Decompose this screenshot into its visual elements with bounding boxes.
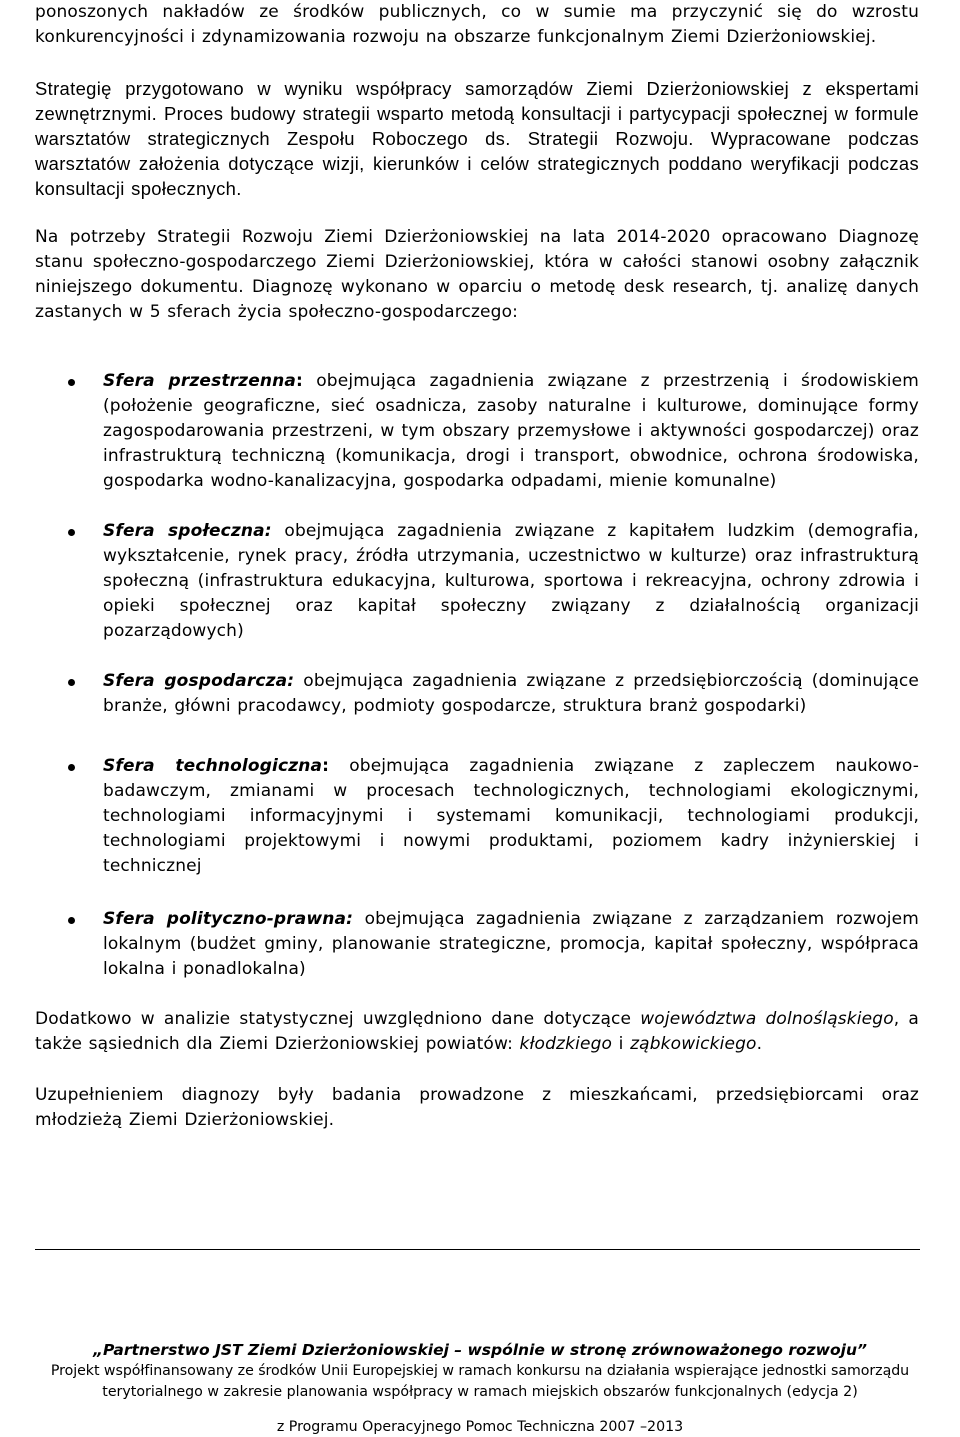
sphere-item-economic — [35, 669, 919, 719]
footer-funding-line-1: Projekt współfinansowany ze środków Unii Europejskiej w ramach konkursu na działania wspierające jednostki samorządu — [50, 1363, 910, 1379]
bullet-icon — [68, 764, 75, 771]
sphere-item-social — [35, 519, 919, 644]
sphere-title: Sfera gospodarcza: — [103, 671, 295, 691]
sphere-title-colon: : — [322, 756, 330, 776]
sphere-item-political-legal — [35, 907, 919, 982]
footer-program-line: z Programu Operacyjnego Pomoc Techniczna 2007 –2013 — [276, 1419, 684, 1435]
bullet-icon — [68, 679, 75, 686]
sphere-title: Sfera społeczna: — [103, 521, 272, 541]
sphere-description: obejmująca zagadnienia związane z zapleczem naukowo-badawczym, zmianami w procesach technologicznych, technologiami ekologicznymi, technologiami informacyjnymi i systemami komunikacji, technologiami produkcji, technologiami projektowymi i nowymi produktami, poziomem kadry inżynierskiej i technicznej — [103, 756, 919, 876]
strategy-sentence-1: Strategię przygotowano w wyniku współpracy samorządów Ziemi Dzierżoniowskiej z ekspertami zewnętrznymi. — [35, 78, 919, 124]
sphere-title: Sfera przestrzenna — [103, 371, 297, 391]
additional-data-paragraph — [35, 1007, 919, 1057]
sphere-item-technological — [35, 754, 919, 879]
intro-paragraph-end: ponoszonych nakładów ze środków publicznych, co w sumie ma przyczynić się do wzrostu konkurencyjności i zdynamizowania rozwoju na obszarze funkcjonalnym Ziemi Dzierżoniowskiej. — [35, 2, 919, 47]
document-body — [35, 0, 919, 1133]
sphere-title: Sfera technologiczna — [103, 756, 323, 776]
additional-middle: , a także sąsiednich dla Ziemi Dzierżoniowskiej powiatów: — [35, 1009, 919, 1054]
strategy-sentence-3: Wypracowane podczas warsztatów założenia dotyczące wizji, kierunków i celów strategicznych poddano weryfikacji podczas konsultacji społecznych. — [35, 128, 919, 199]
sphere-description: obejmująca zagadnienia związane z przestrzenią i środowiskiem (położenie geograficzne, sieć osadnicza, zasoby naturalne i kulturowe, dominujące formy zagospodarowania przestrzeni, w tym obszary przemysłowe i aktywności gospodarczej) oraz infrastrukturą techniczną (komunikacja, drogi i transport, obwodnice, ochrona środowiska, gospodarka wodno-kanalizacyjna, gospodarka odpadami, mienie komunalne) — [103, 371, 919, 491]
spheres-list — [35, 369, 919, 982]
bullet-icon — [68, 529, 75, 536]
voivodeship-name: województwa dolnośląskiego — [640, 1009, 894, 1029]
sphere-text — [103, 369, 919, 494]
sphere-text — [103, 669, 919, 719]
footer-divider — [35, 1249, 920, 1250]
county-name-zabkowicki: ząbkowickiego — [630, 1034, 757, 1054]
sphere-description: obejmująca zagadnienia związane z zarządzaniem rozwojem lokalnym (budżet gminy, planowanie strategiczne, promocja, kapitał społeczny, współpraca lokalna i ponadlokalna) — [103, 909, 920, 979]
county-name-klodzki: kłodzkiego — [519, 1034, 613, 1054]
bullet-icon — [68, 917, 75, 924]
additional-and: i — [612, 1034, 631, 1054]
sphere-text — [103, 907, 919, 982]
supplement-paragraph: Uzupełnieniem diagnozy były badania prowadzone z mieszkańcami, przedsiębiorcami oraz młodzieżą Ziemi Dzierżoniowskiej. — [35, 1085, 919, 1130]
diagnosis-paragraph: Na potrzeby Strategii Rozwoju Ziemi Dzierżoniowskiej na lata 2014-2020 opracowano Diagnozę stanu społeczno-gospodarczego Ziemi Dzierżoniowskiej, która w całości stanowi osobny załącznik niniejszego dokumentu. Diagnozę wykonano w oparciu o metodę desk research, tj. analizę danych zastanych w 5 sferach życia społeczno-gospodarczego: — [35, 227, 919, 322]
footer-motto: „Partnerstwo JST Ziemi Dzierżoniowskiej – wspólnie w stronę zrównoważonego rozwoju” — [93, 1341, 867, 1359]
additional-prefix: Dodatkowo w analizie statystycznej uwzględniono dane dotyczące — [35, 1009, 641, 1029]
strategy-sentence-2: Proces budowy strategii wsparto metodą konsultacji i partycypacji społecznej w formule warsztatów strategicznych Zespołu Roboczego ds. Strategii Rozwoju. — [35, 103, 919, 149]
sphere-description: obejmująca zagadnienia związane z przedsiębiorczością (dominujące branże, główni pracodawcy, podmioty gospodarcze, struktura branż gospodarki) — [103, 671, 919, 716]
bullet-icon — [68, 379, 75, 386]
sphere-description: obejmująca zagadnienia związane z kapitałem ludzkim (demografia, wykształcenie, rynek pracy, źródła utrzymania, uczestnictwo w kulturze) oraz infrastrukturą społeczną (infrastruktura edukacyjna, kulturowa, sportowa i rekreacyjna, ochrony zdrowia i opieki społecznej oraz kapitał społeczny związany z działalnością organizacji pozarządowych) — [103, 521, 919, 641]
sphere-title-colon: : — [296, 371, 303, 391]
sphere-title: Sfera polityczno-prawna: — [103, 909, 354, 929]
additional-end: . — [756, 1034, 763, 1054]
sphere-text — [103, 519, 919, 644]
strategy-paragraph — [35, 76, 919, 201]
footer-funding-line-2: terytorialnego w zakresie planowania współpracy w ramach miejskich obszarów funkcjonalnych (edycja 2) — [102, 1384, 858, 1400]
sphere-item-spatial — [35, 369, 919, 494]
sphere-text — [103, 754, 919, 879]
